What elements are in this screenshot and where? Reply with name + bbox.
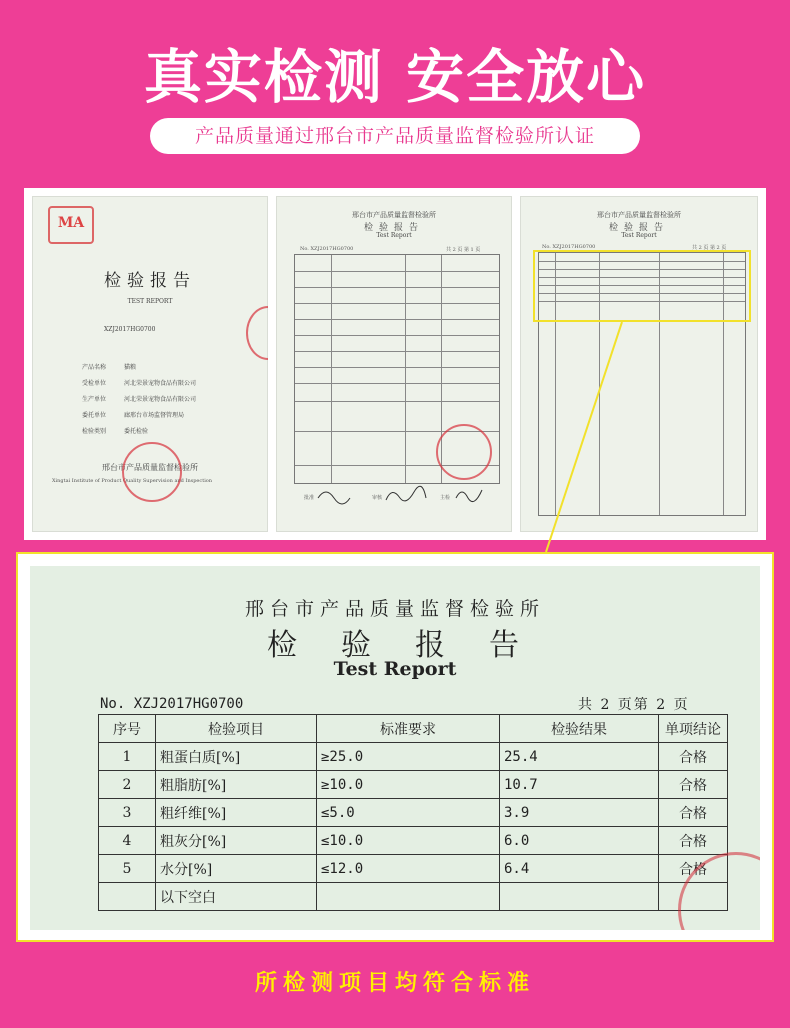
zoom-title: 检验报告 — [267, 628, 563, 663]
cover-title-en: TEST REPORT — [127, 298, 173, 305]
row-conc: 合格 — [659, 771, 728, 799]
cover-field-value: 廊邢台市场监督管理局 — [124, 412, 185, 419]
official-stamp — [246, 306, 268, 360]
row-item: 粗灰分[%] — [156, 827, 317, 855]
zoom-org: 邢台市产品质量监督检验所 — [244, 598, 545, 620]
signatures — [316, 484, 496, 508]
sign-label-review: 审核 — [372, 495, 383, 501]
row-conc: 合格 — [659, 855, 728, 883]
row-idx: 5 — [99, 855, 156, 883]
row-conc: 合格 — [659, 799, 728, 827]
page1-title-en: Test Report — [376, 232, 412, 239]
report-page-1 — [276, 196, 512, 532]
footer-caption: 所检测项目均符合标准 — [254, 971, 535, 996]
page2-org: 邢台市产品质量监督检验所 — [597, 211, 681, 219]
cover-field-value: 河北荣景宠物食品有限公司 — [124, 380, 197, 387]
row-idx: 3 — [99, 799, 156, 827]
table-row — [99, 743, 728, 771]
cover-field-label: 委托单位 — [82, 412, 107, 419]
cover-field-value: 猫粮 — [124, 364, 137, 371]
report-cover-page — [32, 196, 268, 532]
row-idx: 2 — [99, 771, 156, 799]
zoomed-report-frame — [16, 552, 774, 942]
page-headline: 真实检测 安全放心 — [143, 43, 647, 111]
cover-issuer: 邢台市产品质量监督检验所 — [102, 463, 198, 472]
reports-panel — [24, 188, 766, 540]
row-idx: 1 — [99, 743, 156, 771]
page1-org: 邢台市产品质量监督检验所 — [352, 211, 436, 219]
row-std: ≤10.0 — [317, 827, 500, 855]
header-conc: 单项结论 — [659, 715, 728, 743]
table-row — [99, 855, 728, 883]
row-item: 水分[%] — [156, 855, 317, 883]
table-row — [99, 771, 728, 799]
cover-report-no: XZJ2017HG0700 — [104, 326, 156, 333]
row-conc: 合格 — [659, 743, 728, 771]
table-row-blank — [99, 883, 728, 911]
connector-line — [540, 320, 630, 556]
row-res: 6.0 — [500, 827, 659, 855]
row-idx: 4 — [99, 827, 156, 855]
cover-field-label: 受检单位 — [82, 380, 107, 387]
header-idx: 序号 — [99, 715, 156, 743]
ma-logo: MA — [48, 206, 94, 244]
table-header-row — [99, 715, 728, 743]
header-res: 检验结果 — [500, 715, 659, 743]
row-item: 粗纤维[%] — [156, 799, 317, 827]
zoom-title-en: Test Report — [333, 658, 457, 680]
page2-title-en: Test Report — [621, 232, 657, 239]
page1-report-no: No. XZJ2017HG0700 — [300, 246, 354, 252]
row-std: ≥10.0 — [317, 771, 500, 799]
page1-page-number: 共 2 页 第 1 页 — [446, 247, 481, 253]
cover-title: 检验报告 — [104, 271, 196, 291]
header-item: 检验项目 — [156, 715, 317, 743]
cover-issuer-en: Xingtai Institute of Product Quality Supervision and Inspection — [52, 478, 213, 484]
official-stamp — [122, 442, 182, 502]
row-item: 粗蛋白质[%] — [156, 743, 317, 771]
row-std: ≤5.0 — [317, 799, 500, 827]
page1-title: 检验报告 — [363, 223, 424, 233]
row-res: 25.4 — [500, 743, 659, 771]
subheadline-pill: 产品质量通过邢台市产品质量监督检验所认证 — [150, 118, 640, 154]
results-table — [98, 714, 728, 911]
official-stamp — [436, 424, 492, 480]
row-item: 粗脂肪[%] — [156, 771, 317, 799]
sign-label-approve: 批准 — [304, 495, 315, 501]
table-row — [99, 827, 728, 855]
cover-field-value: 委托检验 — [124, 428, 149, 435]
row-res: 6.4 — [500, 855, 659, 883]
highlight-box — [533, 250, 751, 322]
row-conc: 合格 — [659, 827, 728, 855]
page2-title: 检验报告 — [608, 223, 669, 233]
header-std: 标准要求 — [317, 715, 500, 743]
table-row — [99, 799, 728, 827]
cover-field-label: 产品名称 — [82, 364, 107, 371]
zoom-report-no: No. XZJ2017HG0700 — [100, 696, 244, 712]
zoomed-report — [30, 566, 760, 930]
blank-note: 以下空白 — [156, 883, 317, 911]
cover-field-label: 生产单位 — [82, 396, 107, 403]
cover-field-value: 河北荣景宠物食品有限公司 — [124, 396, 197, 403]
page2-page-number: 共 2 页 第 2 页 — [692, 245, 727, 251]
row-res: 3.9 — [500, 799, 659, 827]
row-std: ≥25.0 — [317, 743, 500, 771]
row-res: 10.7 — [500, 771, 659, 799]
row-std: ≤12.0 — [317, 855, 500, 883]
zoom-page-number: 共 2 页第 2 页 — [578, 697, 690, 713]
cover-field-label: 检验类别 — [82, 428, 107, 435]
page2-report-no: No. XZJ2017HG0700 — [542, 244, 596, 250]
sign-label-inspect: 主检 — [440, 495, 451, 501]
